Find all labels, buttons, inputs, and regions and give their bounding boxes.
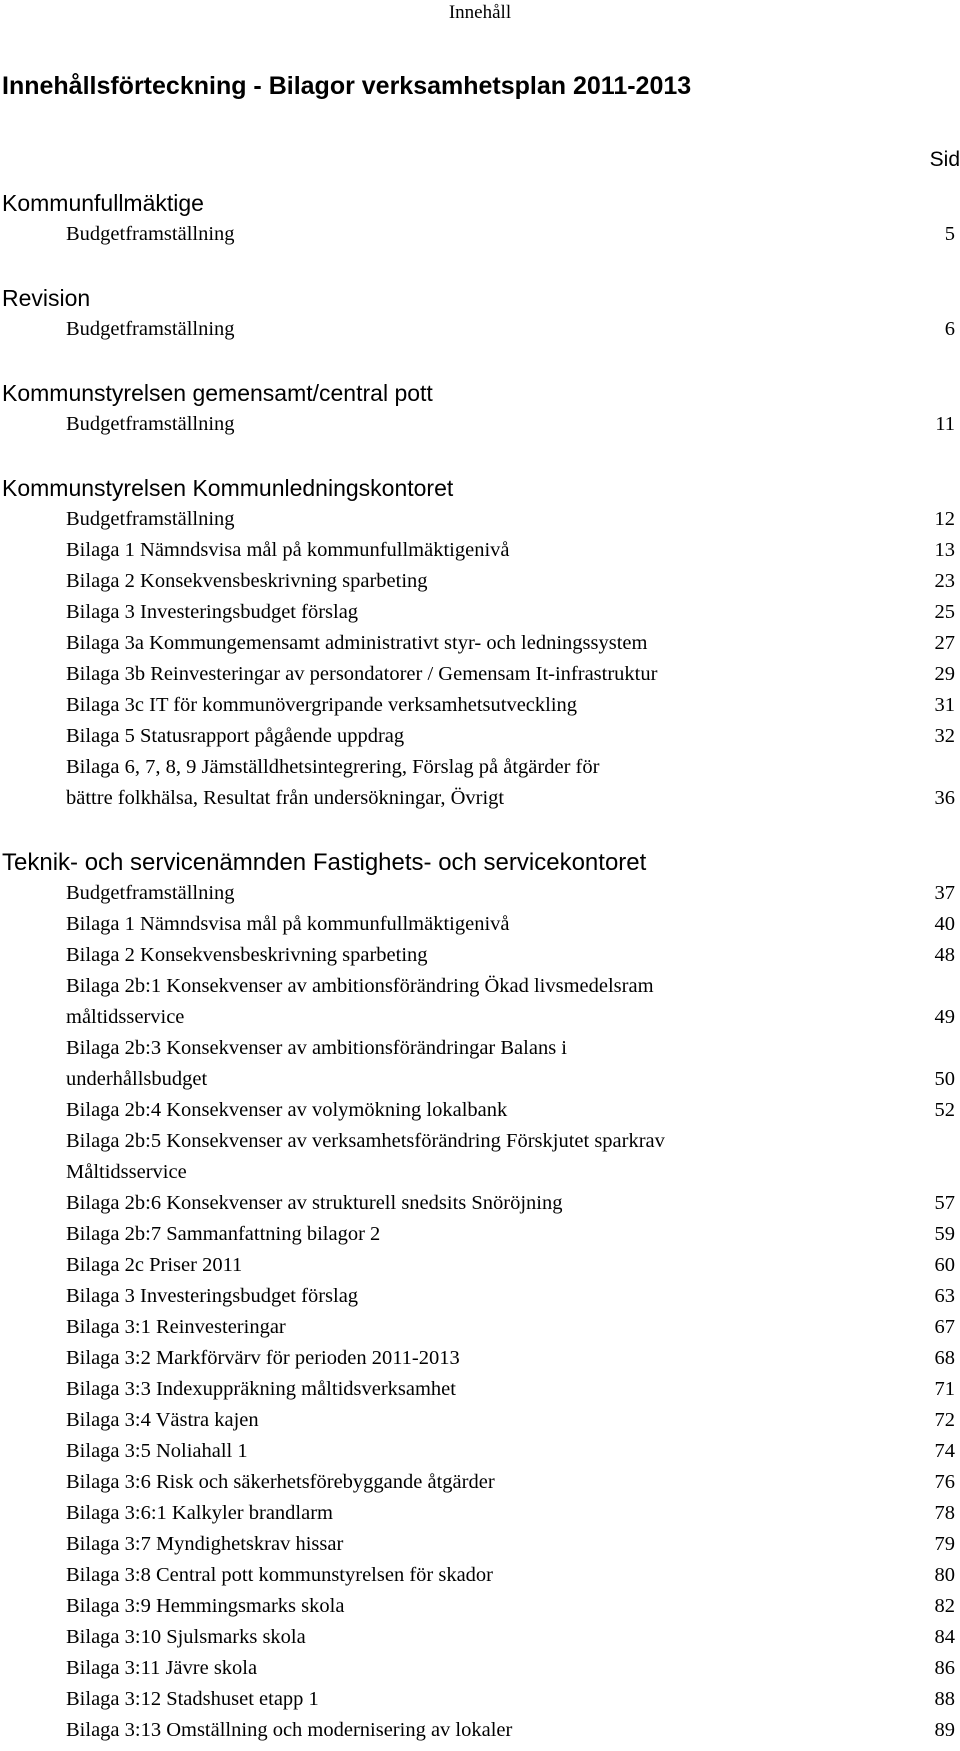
section-heading: Teknik- och servicenämnden Fastighets- och servicekontoret	[2, 849, 647, 876]
section-heading: Kommunstyrelsen Kommunledningskontoret	[2, 475, 454, 501]
toc-entry[interactable]	[0, 721, 960, 752]
toc-entry[interactable]	[0, 1219, 960, 1250]
entry-page-number: 79	[934, 1533, 955, 1555]
entry-title: Bilaga 5 Statusrapport pågående uppdrag	[66, 725, 405, 747]
entry-page-number: 67	[934, 1316, 955, 1338]
toc-entry[interactable]	[0, 1591, 960, 1622]
section-heading: Revision	[2, 285, 91, 311]
entry-title: Bilaga 2b:6 Konsekvenser av strukturell snedsits Snöröjning	[66, 1192, 563, 1214]
toc-entry[interactable]	[0, 659, 960, 690]
entry-page-number: 27	[934, 632, 955, 654]
entry-title: Bilaga 2c Priser 2011	[66, 1254, 243, 1276]
toc-section	[0, 847, 960, 1746]
entry-page-number: 6	[944, 318, 955, 340]
entry-page-number: 49	[934, 1006, 955, 1028]
entry-page-number: 71	[934, 1378, 955, 1400]
toc-section	[0, 283, 960, 345]
toc-entry[interactable]	[0, 219, 960, 250]
page-title: Innehållsförteckning - Bilagor verksamhetsplan 2011-2013	[2, 72, 692, 100]
entry-page-number: 84	[934, 1626, 955, 1648]
page-column-label: Sid	[929, 148, 960, 171]
toc-entry[interactable]	[0, 1498, 960, 1529]
toc-entry[interactable]	[0, 628, 960, 659]
toc-section	[0, 188, 960, 250]
toc-entry[interactable]	[0, 878, 960, 909]
entry-page-number: 31	[934, 694, 955, 716]
toc-section	[0, 378, 960, 440]
entry-page-number: 63	[934, 1285, 955, 1307]
entry-title: Bilaga 3:4 Västra kajen	[66, 1409, 259, 1431]
entry-page-number: 37	[934, 882, 955, 904]
page-header: Innehåll	[448, 2, 512, 23]
entry-page-number: 29	[934, 663, 955, 685]
entry-page-number: 68	[934, 1347, 955, 1369]
entry-page-number: 59	[934, 1223, 955, 1245]
entry-page-number: 76	[934, 1471, 955, 1493]
toc-entry[interactable]	[0, 752, 960, 814]
entry-page-number: 11	[935, 413, 955, 435]
entry-page-number: 40	[934, 913, 955, 935]
entry-page-number: 25	[934, 601, 955, 623]
entry-page-number: 60	[934, 1254, 955, 1276]
entry-title: Bilaga 2 Konsekvensbeskrivning sparbeting	[66, 570, 428, 592]
entry-title: underhållsbudget	[66, 1068, 208, 1090]
entry-page-number: 74	[934, 1440, 955, 1462]
entry-page-number: 72	[934, 1409, 955, 1431]
entry-title: Bilaga 3:10 Sjulsmarks skola	[66, 1626, 306, 1648]
entry-title: Bilaga 6, 7, 8, 9 Jämställdhetsintegrering, Förslag på åtgärder för	[66, 756, 600, 778]
entry-page-number: 50	[934, 1068, 955, 1090]
entry-title: Bilaga 3:7 Myndighetskrav hissar	[66, 1533, 344, 1555]
entry-title: Bilaga 3 Investeringsbudget förslag	[66, 601, 359, 623]
entry-title: Bilaga 3:6 Risk och säkerhetsförebyggande åtgärder	[66, 1471, 495, 1493]
toc-entry[interactable]	[0, 1560, 960, 1591]
toc-entry[interactable]	[0, 1188, 960, 1219]
entry-page-number: 80	[934, 1564, 955, 1586]
entry-title: Bilaga 2b:5 Konsekvenser av verksamhetsförändring Förskjutet sparkrav	[66, 1130, 665, 1152]
entry-title: Bilaga 3:11 Jävre skola	[66, 1657, 258, 1679]
entry-title: bättre folkhälsa, Resultat från undersökningar, Övrigt	[66, 787, 505, 809]
toc-entry[interactable]	[0, 971, 960, 1033]
toc-entry[interactable]	[0, 1467, 960, 1498]
toc-entry[interactable]	[0, 1343, 960, 1374]
entry-page-number: 57	[934, 1192, 955, 1214]
entry-title: Bilaga 3:13 Omställning och modernisering av lokaler	[66, 1719, 513, 1741]
entry-title: Bilaga 3a Kommungemensamt administrativt styr- och ledningssystem	[66, 632, 648, 654]
toc-entry[interactable]	[0, 1312, 960, 1343]
entry-title: Bilaga 3:12 Stadshuset etapp 1	[66, 1688, 319, 1710]
entry-title: Budgetframställning	[66, 882, 235, 904]
toc-section	[0, 473, 960, 814]
toc-entry[interactable]	[0, 1653, 960, 1684]
toc-entry[interactable]	[0, 1405, 960, 1436]
entry-page-number: 12	[934, 508, 955, 530]
entry-title: Bilaga 3:3 Indexuppräkning måltidsverksamhet	[66, 1378, 456, 1400]
entry-page-number: 82	[934, 1595, 955, 1617]
entry-page-number: 48	[934, 944, 955, 966]
entry-page-number: 78	[934, 1502, 955, 1524]
toc-entry[interactable]	[0, 1436, 960, 1467]
entry-page-number: 23	[934, 570, 955, 592]
entry-title: Bilaga 2b:4 Konsekvenser av volymökning lokalbank	[66, 1099, 508, 1121]
entry-title: Bilaga 2 Konsekvensbeskrivning sparbeting	[66, 944, 428, 966]
section-heading: Kommunstyrelsen gemensamt/central pott	[2, 380, 433, 406]
toc-entry[interactable]	[0, 1033, 960, 1095]
entry-title: Budgetframställning	[66, 223, 235, 245]
entry-title: Bilaga 2b:3 Konsekvenser av ambitionsförändringar Balans i	[66, 1037, 567, 1059]
entry-title: Bilaga 3:1 Reinvesteringar	[66, 1316, 286, 1338]
toc-entry[interactable]	[0, 1126, 960, 1188]
entry-title: Bilaga 3:6:1 Kalkyler brandlarm	[66, 1502, 333, 1524]
entry-page-number: 36	[934, 787, 955, 809]
entry-title: Bilaga 3:5 Noliahall 1	[66, 1440, 248, 1462]
section-heading: Kommunfullmäktige	[2, 190, 204, 216]
toc-entry[interactable]	[0, 1529, 960, 1560]
toc-entry[interactable]	[0, 940, 960, 971]
toc-entry[interactable]	[0, 597, 960, 628]
entry-title: Måltidsservice	[66, 1161, 187, 1183]
entry-title: Bilaga 2b:1 Konsekvenser av ambitionsförändring Ökad livsmedelsram	[66, 975, 654, 997]
toc-entry[interactable]	[0, 1250, 960, 1281]
entry-page-number: 13	[934, 539, 955, 561]
toc-entry[interactable]	[0, 504, 960, 535]
entry-title: Budgetframställning	[66, 508, 235, 530]
table-of-contents	[0, 188, 960, 1746]
entry-title: Bilaga 3:9 Hemmingsmarks skola	[66, 1595, 345, 1617]
entry-title: Bilaga 3:2 Markförvärv för perioden 2011-2013	[66, 1347, 460, 1369]
entry-title: Bilaga 3 Investeringsbudget förslag	[66, 1285, 359, 1307]
entry-title: Bilaga 1 Nämndsvisa mål på kommunfullmäktigenivå	[66, 539, 510, 561]
toc-entry[interactable]	[0, 314, 960, 345]
toc-entry[interactable]	[0, 690, 960, 721]
toc-entry[interactable]	[0, 909, 960, 940]
entry-page-number: 52	[934, 1099, 955, 1121]
entry-title: Bilaga 3:8 Central pott kommunstyrelsen för skador	[66, 1564, 494, 1586]
entry-title: måltidsservice	[66, 1006, 185, 1028]
entry-title: Bilaga 1 Nämndsvisa mål på kommunfullmäktigenivå	[66, 913, 510, 935]
entry-title: Budgetframställning	[66, 318, 235, 340]
entry-page-number: 32	[934, 725, 955, 747]
entry-page-number: 89	[934, 1719, 955, 1741]
entry-page-number: 86	[934, 1657, 955, 1679]
toc-entry[interactable]	[0, 1715, 960, 1746]
toc-entry[interactable]	[0, 1622, 960, 1653]
toc-entry[interactable]	[0, 1281, 960, 1312]
toc-entry[interactable]	[0, 1095, 960, 1126]
entry-page-number: 88	[934, 1688, 955, 1710]
entry-title: Bilaga 2b:7 Sammanfattning bilagor 2	[66, 1223, 381, 1245]
entry-title: Budgetframställning	[66, 413, 235, 435]
entry-title: Bilaga 3c IT för kommunövergripande verksamhetsutveckling	[66, 694, 578, 716]
entry-title: Bilaga 3b Reinvesteringar av persondatorer / Gemensam It-infrastruktur	[66, 663, 658, 685]
toc-entry[interactable]	[0, 1374, 960, 1405]
entry-page-number: 5	[944, 223, 955, 245]
toc-entry[interactable]	[0, 535, 960, 566]
toc-entry[interactable]	[0, 1684, 960, 1715]
toc-entry[interactable]	[0, 409, 960, 440]
toc-entry[interactable]	[0, 566, 960, 597]
